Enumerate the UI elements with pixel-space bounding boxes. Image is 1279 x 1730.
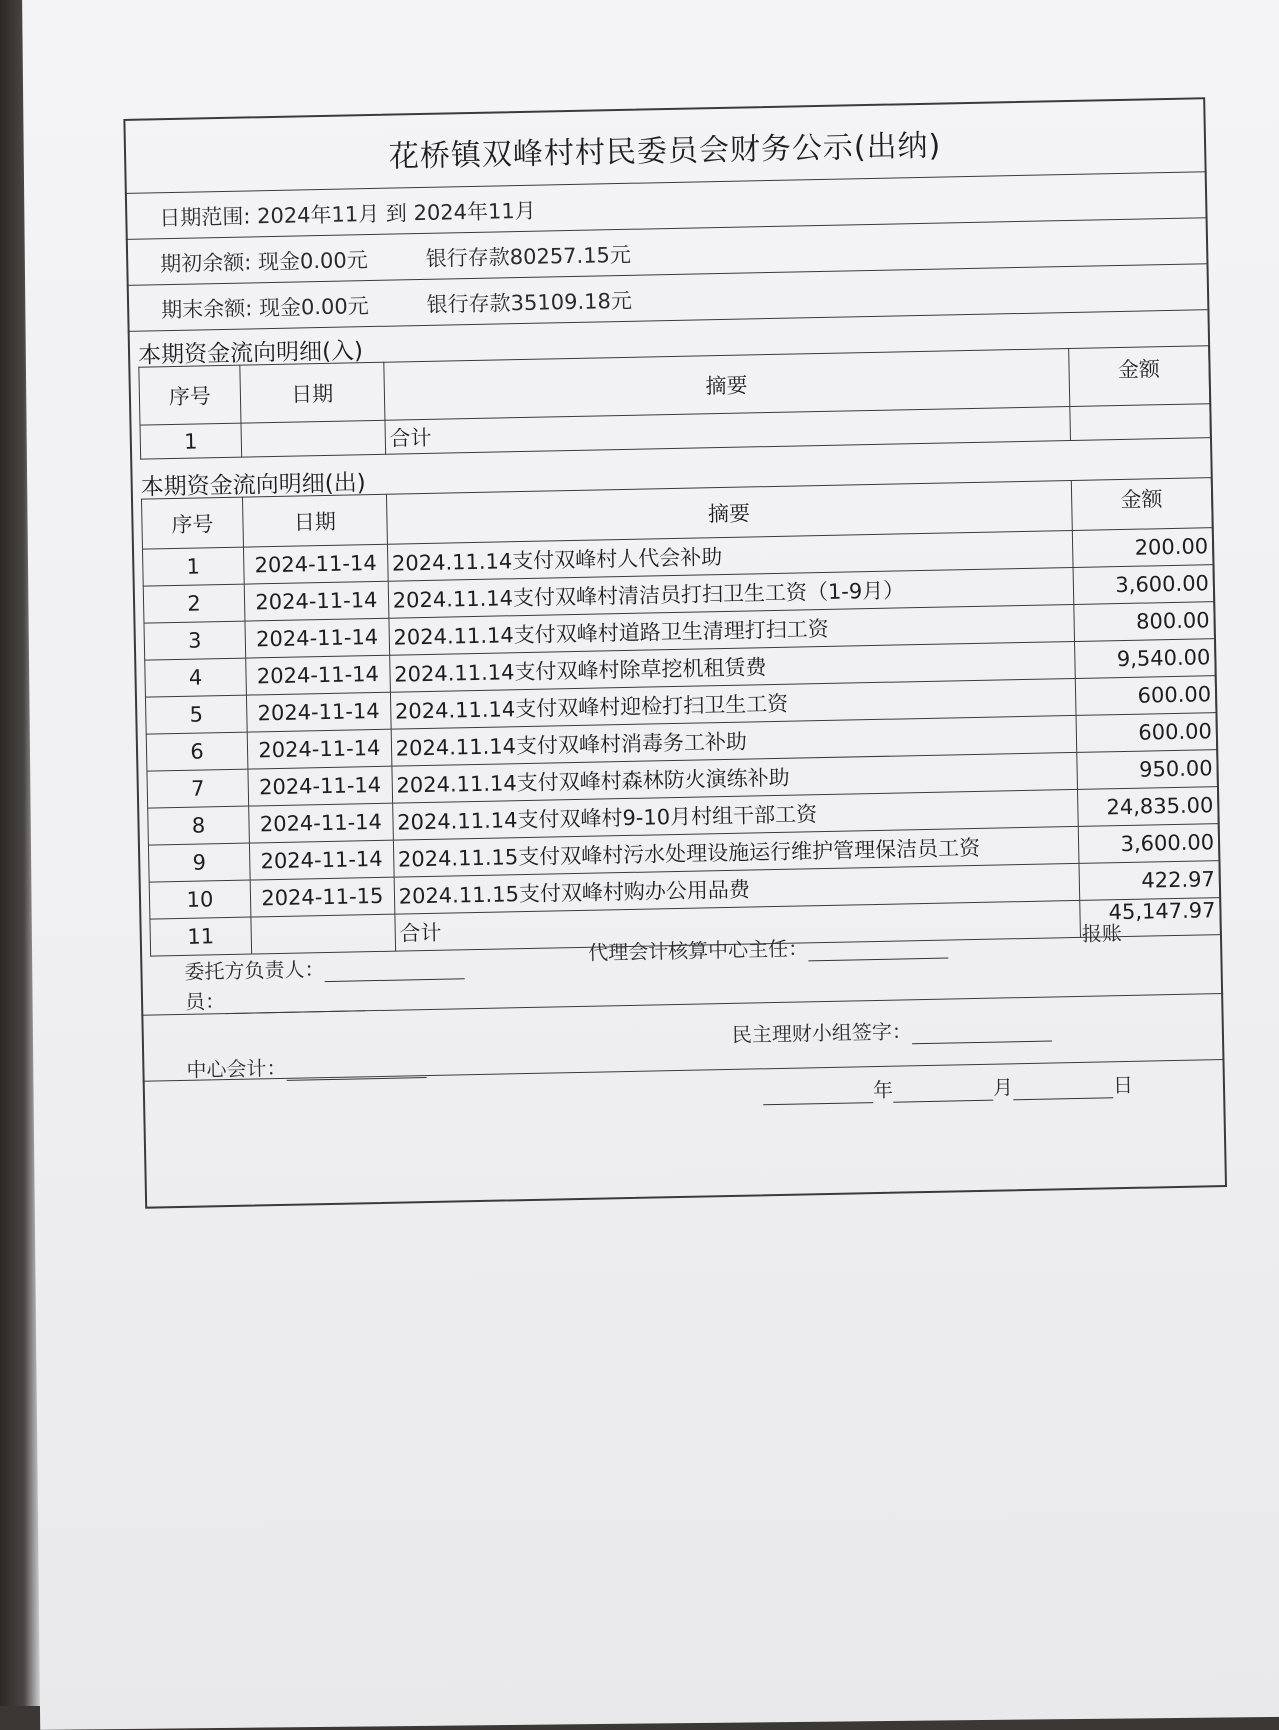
income-section-title: 本期资金流向明细(入)	[137, 338, 364, 369]
expense-seq: 6	[146, 732, 248, 771]
income-seq: 1	[140, 423, 242, 459]
expense-summary: 2024.11.14支付双峰村森林防火演练补助	[392, 752, 1077, 803]
signature-line	[912, 1022, 1052, 1044]
expense-amount: 600.00	[1075, 676, 1216, 716]
expense-amount: 200.00	[1072, 528, 1213, 568]
expense-seq: 2	[143, 584, 245, 623]
expense-summary: 2024.11.14支付双峰村除草挖机租赁费	[389, 641, 1074, 692]
client-head-signature	[184, 950, 465, 985]
expense-seq: 9	[148, 843, 250, 882]
document-title: 花桥镇双峰村村民委员会财务公示(出纳)	[388, 128, 942, 175]
expense-date: 2024-11-14	[245, 618, 389, 658]
opening-balance	[160, 239, 631, 278]
expense-amount: 3,600.00	[1073, 565, 1214, 605]
expense-table	[141, 477, 1221, 956]
expense-amount-header: 金额	[1071, 478, 1212, 531]
expense-seq: 7	[147, 769, 249, 808]
expense-seq: 3	[144, 621, 246, 660]
date-range: 日期范围: 2024年11月 到 2024年11月	[159, 198, 536, 231]
expense-summary: 2024.11.14支付双峰村9-10月村组干部工资	[392, 789, 1077, 840]
income-summary: 合计	[385, 407, 1070, 455]
expense-summary: 2024.11.15支付双峰村购办公用品费	[394, 863, 1079, 914]
income-date	[241, 420, 385, 457]
income-date-header: 日期	[240, 362, 385, 423]
closing-bank: 银行存款35109.18元	[426, 288, 633, 317]
paper-sheet	[22, 0, 1279, 1730]
expense-summary: 2024.11.14支付双峰村道路卫生清理打扫工资	[389, 604, 1074, 655]
expense-summary: 合计	[395, 900, 1080, 951]
expense-seq-header: 序号	[141, 497, 243, 549]
expense-summary: 2024.11.14支付双峰村消毒务工补助	[391, 715, 1076, 766]
expense-seq: 4	[145, 658, 247, 697]
expense-amount: 422.97	[1078, 861, 1219, 901]
expense-summary: 2024.11.14支付双峰村人代会补助	[387, 530, 1072, 581]
day-line	[1013, 1079, 1113, 1100]
income-amount-header: 金额	[1068, 346, 1210, 407]
expense-date: 2024-11-14	[246, 655, 390, 695]
finance-group-label: 民主理财小组签字：	[731, 1019, 913, 1047]
expense-seq: 8	[148, 806, 250, 845]
client-head-label: 委托方负责人：	[184, 957, 325, 984]
income-amount	[1069, 404, 1210, 441]
expense-date: 2024-11-14	[249, 803, 393, 843]
signature-line	[808, 940, 948, 962]
expense-section-title: 本期资金流向明细(出)	[140, 470, 366, 501]
closing-cash: 期末余额: 现金0.00元	[160, 294, 369, 323]
finance-notice-form	[123, 97, 1227, 1208]
year-label: 年	[872, 1077, 894, 1103]
year-line	[763, 1084, 873, 1105]
expense-amount: 600.00	[1076, 713, 1217, 753]
expense-seq: 1	[142, 547, 244, 586]
expense-summary: 2024.11.14支付双峰村迎检打扫卫生工资	[390, 678, 1075, 729]
expense-summary: 2024.11.15支付双峰村污水处理设施运行维护管理保洁员工资	[393, 826, 1078, 877]
expense-amount: 3,600.00	[1078, 824, 1219, 864]
month-label: 月	[992, 1075, 1014, 1100]
center-accountant-label: 中心会计：	[186, 1055, 287, 1082]
closing-balance	[161, 285, 632, 324]
expense-date: 2024-11-14	[247, 729, 391, 769]
expense-amount: 24,835.00	[1077, 787, 1218, 827]
income-summary-header: 摘要	[383, 349, 1069, 421]
expense-date: 2024-11-14	[244, 581, 388, 621]
month-line	[893, 1082, 993, 1103]
expense-amount: 950.00	[1076, 750, 1217, 790]
expense-date: 2024-11-14	[249, 840, 393, 880]
staff-label: 员：	[184, 989, 226, 1014]
expense-amount: 800.00	[1073, 602, 1214, 642]
expense-total-amount: 45,147.97	[1079, 898, 1220, 938]
expense-date: 2024-11-15	[250, 877, 394, 917]
expense-summary: 2024.11.14支付双峰村清洁员打扫卫生工资（1-9月）	[388, 567, 1073, 618]
center-director-label: 代理会计核算中心主任：	[587, 936, 809, 965]
signature-line	[324, 960, 464, 982]
expense-date-header: 日期	[242, 494, 387, 547]
expense-date: 2024-11-14	[246, 692, 390, 732]
expense-seq: 5	[145, 695, 247, 734]
reimburse-label: 报账	[1081, 921, 1123, 946]
opening-bank: 银行存款80257.15元	[425, 242, 632, 271]
expense-date: 2024-11-14	[248, 766, 392, 806]
day-label: 日	[1112, 1072, 1134, 1098]
opening-cash: 期初余额: 现金0.00元	[160, 248, 368, 277]
expense-seq: 10	[149, 880, 251, 919]
income-seq-header: 序号	[139, 365, 241, 425]
expense-date	[251, 914, 395, 954]
expense-amount: 9,540.00	[1074, 639, 1215, 679]
expense-date: 2024-11-14	[243, 544, 387, 584]
expense-summary-header: 摘要	[386, 481, 1072, 545]
expense-seq: 11	[150, 917, 252, 956]
